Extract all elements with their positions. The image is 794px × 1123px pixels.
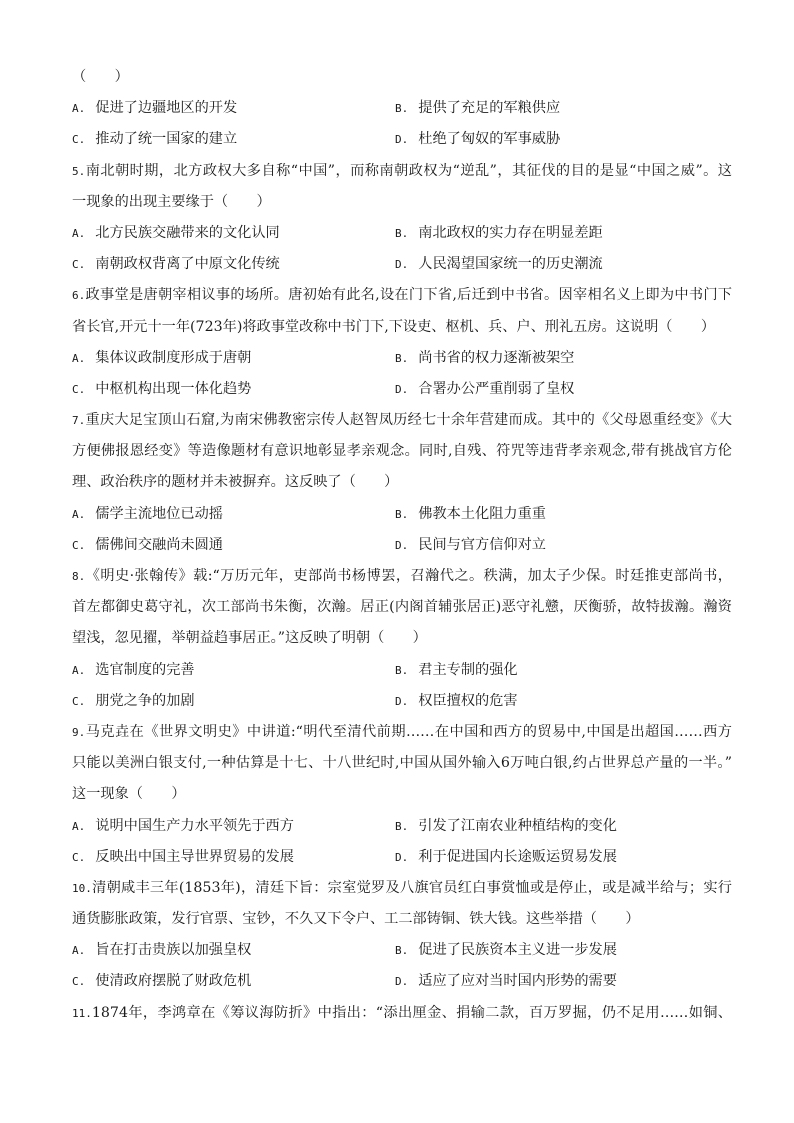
q9-options-row-2 <box>72 842 732 873</box>
q6-number: 6. <box>72 289 86 303</box>
q8-option-b[interactable]: B. 君主专制的强化 <box>395 661 518 678</box>
q10-options-row-2 <box>72 966 732 997</box>
q8-stem-line-3: 望浅，忽见擢，举朝益趋事居正。”这反映了明朝（ ） <box>72 630 427 647</box>
q9-stem-line-1: 9.马克垚在《世界文明史》中讲道:“明代至清代前期……在中国和西方的贸易中,中国是出超国……西方 <box>72 723 732 740</box>
q5-option-a[interactable]: A. 北方民族交融带来的文化认同 <box>72 224 280 241</box>
q10-stem-line-2: 通货膨胀政策，发行官票、宝钞，不久又下令户、工二部铸铜、铁大钱。这些举措（ ） <box>72 911 640 928</box>
q10-option-c[interactable]: C. 使清政府摆脱了财政危机 <box>72 973 252 990</box>
q7-options-row-2 <box>72 530 732 561</box>
q7-option-d[interactable]: D. 民间与官方信仰对立 <box>395 536 546 553</box>
q7-stem-line-1: 7.重庆大足宝顶山石窟,为南宋佛教密宗传人赵智凤历经七十余年营建而成。其中的《父母恩重经变》《大 <box>72 412 732 429</box>
q8-option-d[interactable]: D. 权臣擅权的危害 <box>395 692 518 709</box>
q9-stem-line-2: 只能以美洲白银支付,一种估算是十七、十八世纪时,中国从国外输入6万吨白银,约占世界总产量的一半。” <box>72 755 732 772</box>
q5-option-b[interactable]: B. 南北政权的实力存在明显差距 <box>395 224 603 241</box>
q9-option-a[interactable]: A. 说明中国生产力水平领先于西方 <box>72 817 294 834</box>
q5-option-c[interactable]: C. 南朝政权背离了中原文化传统 <box>72 256 280 273</box>
q10-options-row-1 <box>72 935 732 966</box>
q8-option-c[interactable]: C. 朋党之争的加剧 <box>72 692 195 709</box>
q7-number: 7. <box>72 414 86 428</box>
q5-options-row-2 <box>72 249 732 280</box>
q4-options-row-2 <box>72 124 732 155</box>
q7-options-row-1 <box>72 499 732 530</box>
q6-option-c[interactable]: C. 中枢机构出现一体化趋势 <box>72 380 252 397</box>
q5-options-row-1 <box>72 218 732 249</box>
q8-options-row-2 <box>72 686 732 717</box>
q6-stem-line-1: 6.政事堂是唐朝宰相议事的场所。唐初始有此名,设在门下省,后迁到中书省。因宰相名义上即为中书门下 <box>72 287 732 304</box>
q10-option-b[interactable]: B. 促进了民族资本主义进一步发展 <box>395 942 617 959</box>
q8-stem-line-2: 首左都御史葛守礼，次工部尚书朱衡，次瀚。居正(内阁首辅张居正)恶守礼戆，厌衡骄，故特拔瀚。瀚资 <box>72 599 732 616</box>
q4-option-d[interactable]: D. 杜绝了匈奴的军事威胁 <box>395 131 561 148</box>
q9-option-d[interactable]: D. 利于促进国内长途贩运贸易发展 <box>395 848 617 865</box>
q8-stem-line-1: 8.《明史·张翰传》载:“万历元年，吏部尚书杨博罢，召瀚代之。秩满，加太子少保。时廷推吏部尚书， <box>72 568 732 584</box>
q10-option-d[interactable]: D. 适应了应对当时国内形势的需要 <box>395 973 617 990</box>
exam-page <box>72 62 732 1029</box>
q4-option-a[interactable]: A. 促进了边疆地区的开发 <box>72 100 238 117</box>
q5-number: 5. <box>72 164 86 178</box>
q9-number: 9. <box>72 725 86 739</box>
q9-option-b[interactable]: B. 引发了江南农业种植结构的变化 <box>395 817 617 834</box>
q6-stem-line-2: 省长官,开元十一年(723年)将政事堂改称中书门下,下设吏、枢机、兵、户、刑礼五房。这说明（ ） <box>72 318 716 335</box>
q10-stem-line-1: 10.清朝咸丰三年(1853年)，清廷下旨：宗室觉罗及八旗官员红白事赏恤或是停止，或是减半给与；实行 <box>72 879 732 896</box>
q7-stem-line-3: 理、政治秩序的题材并未被摒弃。这反映了（ ） <box>72 474 399 491</box>
q7-option-b[interactable]: B. 佛教本土化阻力重重 <box>395 505 546 522</box>
q10-option-a[interactable]: A. 旨在打击贵族以加强皇权 <box>72 942 252 959</box>
q5-stem-line-2: 一现象的出现主要缘于（ ） <box>72 193 271 210</box>
q8-number: 8. <box>72 570 86 583</box>
q10-number: 10. <box>72 881 92 895</box>
q6-option-d[interactable]: D. 合署办公严重削弱了皇权 <box>395 380 575 397</box>
q6-option-a[interactable]: A. 集体议政制度形成于唐朝 <box>72 349 252 366</box>
q7-option-a[interactable]: A. 儒学主流地位已动摇 <box>72 505 223 522</box>
q7-stem-line-2: 方便佛报恩经变》等造像题材有意识地彰显孝亲观念。同时,自残、符咒等违背孝亲观念,带有挑战官方伦 <box>72 443 732 460</box>
q11-stem-line-1: 11.1874年，李鸿章在《筹议海防折》中指出：“添出厘金、捐输二款，百万罗掘，仍不足用……如铜、 <box>72 1004 732 1021</box>
q9-options-row-1 <box>72 811 732 842</box>
q6-option-b[interactable]: B. 尚书省的权力逐渐被架空 <box>395 349 575 366</box>
q6-options-row-1 <box>72 343 732 374</box>
q9-option-c[interactable]: C. 反映出中国主导世界贸易的发展 <box>72 848 294 865</box>
q7-option-c[interactable]: C. 儒佛间交融尚未圆通 <box>72 536 223 553</box>
q6-options-row-2 <box>72 374 732 405</box>
q8-options-row-1 <box>72 655 732 686</box>
q5-stem-line-1: 5.南北朝时期，北方政权大多自称“中国”，而称南朝政权为“逆乱”，其征伐的目的是显“中国之威”。这 <box>72 162 732 179</box>
q4-option-c[interactable]: C. 推动了统一国家的建立 <box>72 131 238 148</box>
q4-answer-bracket: （ ） <box>72 69 129 85</box>
q8-option-a[interactable]: A. 选官制度的完善 <box>72 661 195 678</box>
q9-stem-line-3: 这一现象（ ） <box>72 786 186 803</box>
q5-option-d[interactable]: D. 人民渴望国家统一的历史潮流 <box>395 256 603 273</box>
q11-number: 11. <box>72 1006 92 1020</box>
q4-options-row-1 <box>72 93 732 124</box>
q4-option-b[interactable]: B. 提供了充足的军粮供应 <box>395 100 561 117</box>
